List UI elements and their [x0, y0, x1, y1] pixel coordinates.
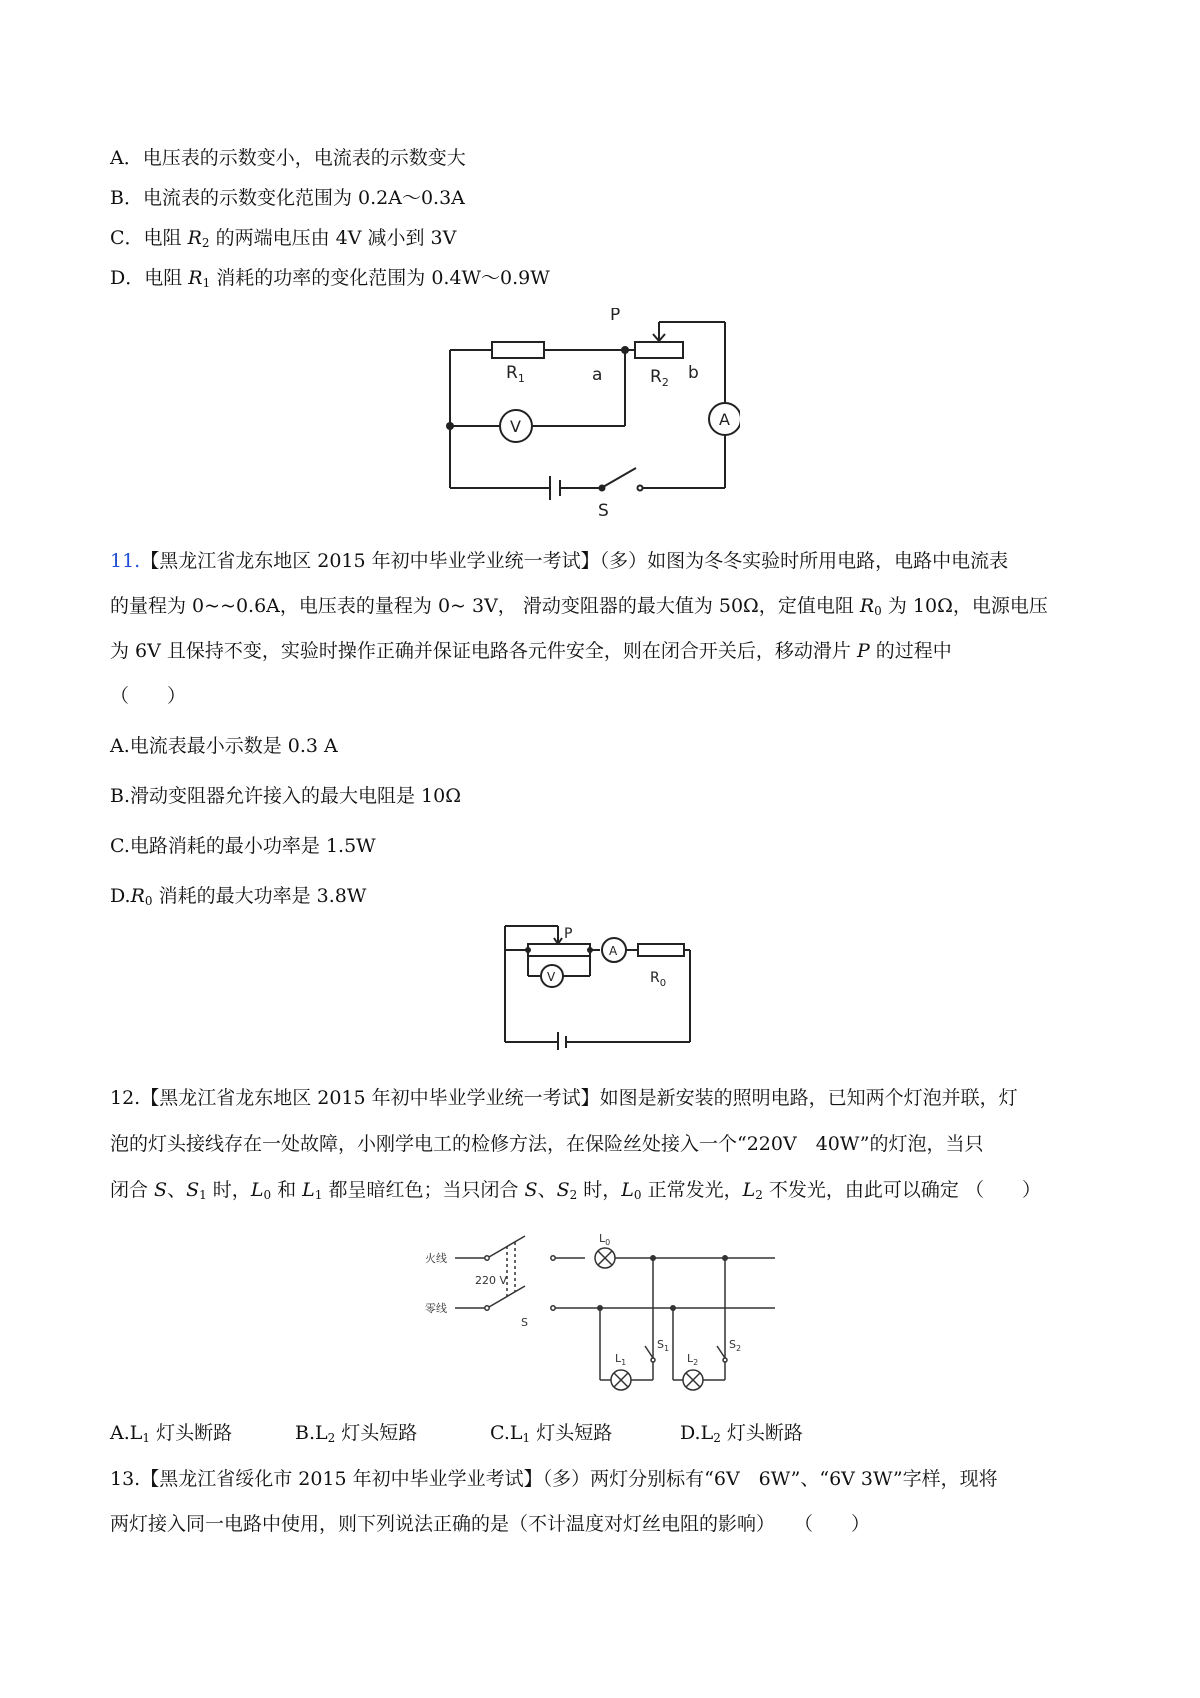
junction-dot	[670, 1305, 676, 1311]
q13-stem-line2: 两灯接入同一电路中使用，则下列说法正确的是（不计温度对灯丝电阻的影响） （ ）	[110, 1513, 871, 1535]
ammeter-label: A	[609, 944, 618, 958]
label-r0: $R_0$	[650, 970, 667, 989]
q10-option-c: C．电阻 $R_2$ 的两端电压由 4V 减小到 3V	[110, 227, 457, 250]
q12-wiring-diagram	[425, 1220, 785, 1400]
q11-stem-line2: 的量程为 0~~0.6A，电压表的量程为 0~ 3V， 滑动变阻器的最大值为 50Ω，定值电阻 $R_0$ 为 10Ω，电源电压	[110, 595, 1048, 618]
label-l2: $L_2$	[687, 1352, 699, 1367]
label-p: P	[610, 308, 621, 325]
label-l0: $L_0$	[599, 1232, 611, 1247]
label-s1: $S_1$	[657, 1338, 670, 1353]
label-s: S	[598, 501, 609, 518]
q11-option-d: $D.R_0$ 消耗的最大功率是 3.8W	[110, 885, 367, 908]
label-s: S	[521, 1316, 528, 1329]
q10-option-a: A．电压表的示数变小，电流表的示数变大	[110, 147, 466, 169]
q12-stem-line2: 泡的灯头接线存在一处故障，小刚学电工的检修方法，在保险丝处接入一个“220V 40W”的灯泡，当只	[110, 1133, 984, 1155]
label-l1: $L_1$	[615, 1352, 627, 1367]
q11-answer-bracket: （ ）	[110, 685, 187, 707]
label-r1: $R_1$	[506, 363, 525, 385]
q11-circuit-diagram	[500, 920, 700, 1050]
q13-stem-line1: 13.【黑龙江省绥化市 2015 年初中毕业学业考试】（多）两灯分别标有“6V 6W”、“6V 3W”字样，现将	[110, 1468, 998, 1490]
junction-dot	[587, 947, 593, 953]
q12-option-a: $A.L_1$ 灯头断路	[110, 1422, 233, 1445]
ammeter-label: A	[719, 410, 730, 429]
q13-number: 13.	[110, 1468, 141, 1490]
junction-dot	[525, 947, 531, 953]
q11-number: 11.	[110, 550, 141, 572]
q10-option-d: D．电阻 $R_1$ 消耗的功率的变化范围为 0.4W～0.9W	[110, 267, 550, 290]
label-neutral-wire: 零线	[425, 1302, 447, 1315]
label-s2: $S_2$	[729, 1338, 742, 1353]
label-live-wire: 火线	[425, 1252, 447, 1265]
q11-option-c: C.电路消耗的最小功率是 1.5W	[110, 835, 376, 857]
label-r2: $R_2$	[650, 367, 669, 389]
q12-stem-line3: 闭合 S、$S_1$ 时，$L_0$ 和 $L_1$ 都呈暗红色；当只闭合 S、$S_2$ 时，$L_0$ 正常发光，$L_2$ 不发光，由此可以确定 （ ）	[110, 1179, 1041, 1202]
junction-dot	[650, 1255, 656, 1261]
q10-option-b: B．电流表的示数变化范围为 0.2A～0.3A	[110, 187, 465, 209]
label-b: b	[688, 363, 699, 383]
q12-option-c: $C.L_1$ 灯头短路	[490, 1422, 613, 1445]
junction-dot	[722, 1255, 728, 1261]
q10-circuit-diagram	[440, 308, 740, 518]
junction-dot	[446, 422, 454, 430]
q12-option-b: $B.L_2$ 灯头短路	[295, 1422, 418, 1445]
q11-stem-line3: 为 6V 且保持不变，实验时操作正确并保证电路各元件安全，则在闭合开关后，移动滑片 P 的过程中	[110, 640, 952, 662]
q12-stem-line1: 12.【黑龙江省龙东地区 2015 年初中毕业学业统一考试】如图是新安装的照明电路，已知两个灯泡并联，灯	[110, 1087, 1018, 1109]
q12-option-d: $D.L_2$ 灯头断路	[680, 1422, 803, 1445]
voltmeter-label: V	[547, 970, 556, 984]
q12-number: 12.	[110, 1087, 141, 1109]
label-p: P	[564, 926, 573, 942]
label-a: a	[592, 365, 603, 385]
junction-dot	[597, 1305, 603, 1311]
q11-stem-line1: 11.【黑龙江省龙东地区 2015 年初中毕业学业统一考试】（多）如图为冬冬实验时所用电路，电路中电流表	[110, 550, 1009, 572]
voltmeter-label: V	[510, 417, 521, 436]
junction-dot	[621, 346, 629, 354]
q11-option-a: A.电流表最小示数是 0.3 A	[110, 735, 338, 757]
q11-option-b: B.滑动变阻器允许接入的最大电阻是 10Ω	[110, 785, 461, 807]
label-voltage: 220 V	[475, 1274, 508, 1287]
